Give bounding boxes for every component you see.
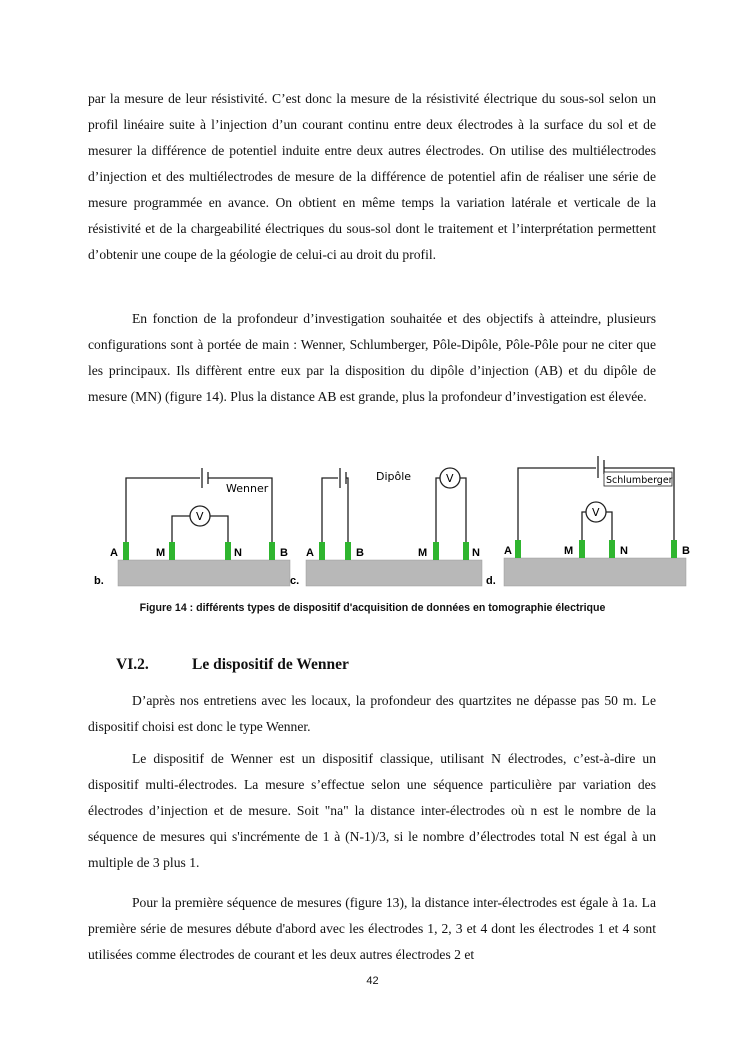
electrode-label: M [418, 547, 428, 559]
electrode-a [515, 540, 521, 558]
electrode-label: N [620, 545, 628, 557]
electrode-label: A [306, 547, 314, 559]
paragraph-wenner-description: Le dispositif de Wenner est un dispositif classique, utilisant N électrodes, c’est-à-dire un dispositif multi-électrodes. La mesure s’effectue selon une séquence particulière par variation des électrodes d’injection et de mesure. Soit "na" la distance inter-électrodes où n est le nombre de la séquence de mesures qui s'incrémente de 1 à (N-1)/3, si le nombre d’électrodes total N est égal à un multiple de 3 plus 1. [88, 751, 656, 870]
panel-schlumberger [486, 456, 690, 587]
measure-wire [172, 516, 190, 542]
injection-wire [346, 478, 348, 542]
electrode-m [579, 540, 585, 558]
electrode-label: M [156, 547, 166, 559]
voltmeter-label: V [196, 510, 204, 523]
panel-letter: c. [290, 575, 300, 587]
measure-wire [606, 512, 612, 540]
injection-wire [518, 468, 596, 540]
measure-wire [210, 516, 228, 542]
page-number: 42 [366, 975, 379, 987]
panel-wenner [94, 468, 290, 587]
panel-letter: b. [94, 575, 104, 587]
electrode-m [169, 542, 175, 560]
injection-wire [322, 478, 338, 542]
electrode-n [463, 542, 469, 560]
measure-wire [436, 478, 440, 542]
ground-block [504, 558, 686, 586]
electrode-n [225, 542, 231, 560]
ground-block [118, 560, 290, 586]
electrode-a [319, 542, 325, 560]
figure-caption: Figure 14 : différents types de dispositif d'acquisition de données en tomographie électrique [139, 602, 606, 614]
electrode-b [671, 540, 677, 558]
paragraph-configurations: En fonction de la profondeur d’investigation souhaitée et des objectifs à atteindre, plusieurs configurations sont à portée de main : Wenner, Schlumberger, Pôle-Dipôle, Pôle-Pôle pour ne citer que les principaux. Ils diffèrent entre eux par la disposition du dipôle d’injection (AB) et du dipôle de mesure (MN) (figure 14). Plus la distance AB est grande, plus la profondeur d’investigation est élevée. [88, 311, 656, 404]
electrode-label: B [356, 547, 364, 559]
panel-title: Wenner [226, 482, 269, 495]
voltmeter-label: V [446, 472, 454, 485]
electrode-b [269, 542, 275, 560]
voltmeter-label: V [592, 506, 600, 519]
electrode-label: N [472, 547, 480, 559]
figure-14 [90, 450, 690, 590]
electrode-label: N [234, 547, 242, 559]
electrode-a [123, 542, 129, 560]
electrode-label: A [110, 547, 118, 559]
electrode-label: B [682, 545, 690, 557]
electrode-m [433, 542, 439, 560]
electrode-label: M [564, 545, 574, 557]
electrode-n [609, 540, 615, 558]
panel-letter: d. [486, 575, 496, 587]
panel-title: Schlumberger [606, 475, 673, 486]
ground-block [306, 560, 482, 586]
panel-dipole [290, 468, 482, 587]
paragraph-intro: par la mesure de leur résistivité. C’est donc la mesure de la résistivité électrique du sous-sol selon un profil linéaire suite à l’injection d’un courant continu entre deux électrodes à la surface du sol et de mesurer la différence de potentiel induite entre deux autres électrodes. On utilise des multiélectrodes d’injection et des multiélectrodes de mesure de la différence de potentiel afin de réaliser une série de mesure programmée en avance. On obtient en même temps la variation latérale et verticale de la résistivité et de la chargeabilité électriques du sous-sol dont le traitement et l’interprétation permettent d’obtenir une coupe de la géologie de celui-ci au droit du profil. [88, 91, 656, 262]
section-title: Le dispositif de Wenner [192, 656, 349, 673]
paragraph-first-sequence: Pour la première séquence de mesures (figure 13), la distance inter-électrodes est égale à 1a. La première série de mesures débute d'abord avec les électrodes 1, 2, 3 et 4 dont les électrodes 1 et 4 sont utilisées comme électrodes de courant et les deux autres électrodes 2 et [88, 895, 656, 962]
electrode-label: B [280, 547, 288, 559]
paragraph-depth: D’après nos entretiens avec les locaux, la profondeur des quartzites ne dépasse pas 50 m. Le dispositif choisi est donc le type Wenner. [88, 693, 656, 734]
injection-wire [126, 478, 200, 542]
section-heading [116, 656, 349, 674]
electrode-label: A [504, 545, 512, 557]
section-number: VI.2. [116, 656, 149, 673]
electrode-b [345, 542, 351, 560]
measure-wire [582, 512, 586, 540]
panel-title: Dipôle [376, 470, 412, 483]
measure-wire [460, 478, 466, 542]
